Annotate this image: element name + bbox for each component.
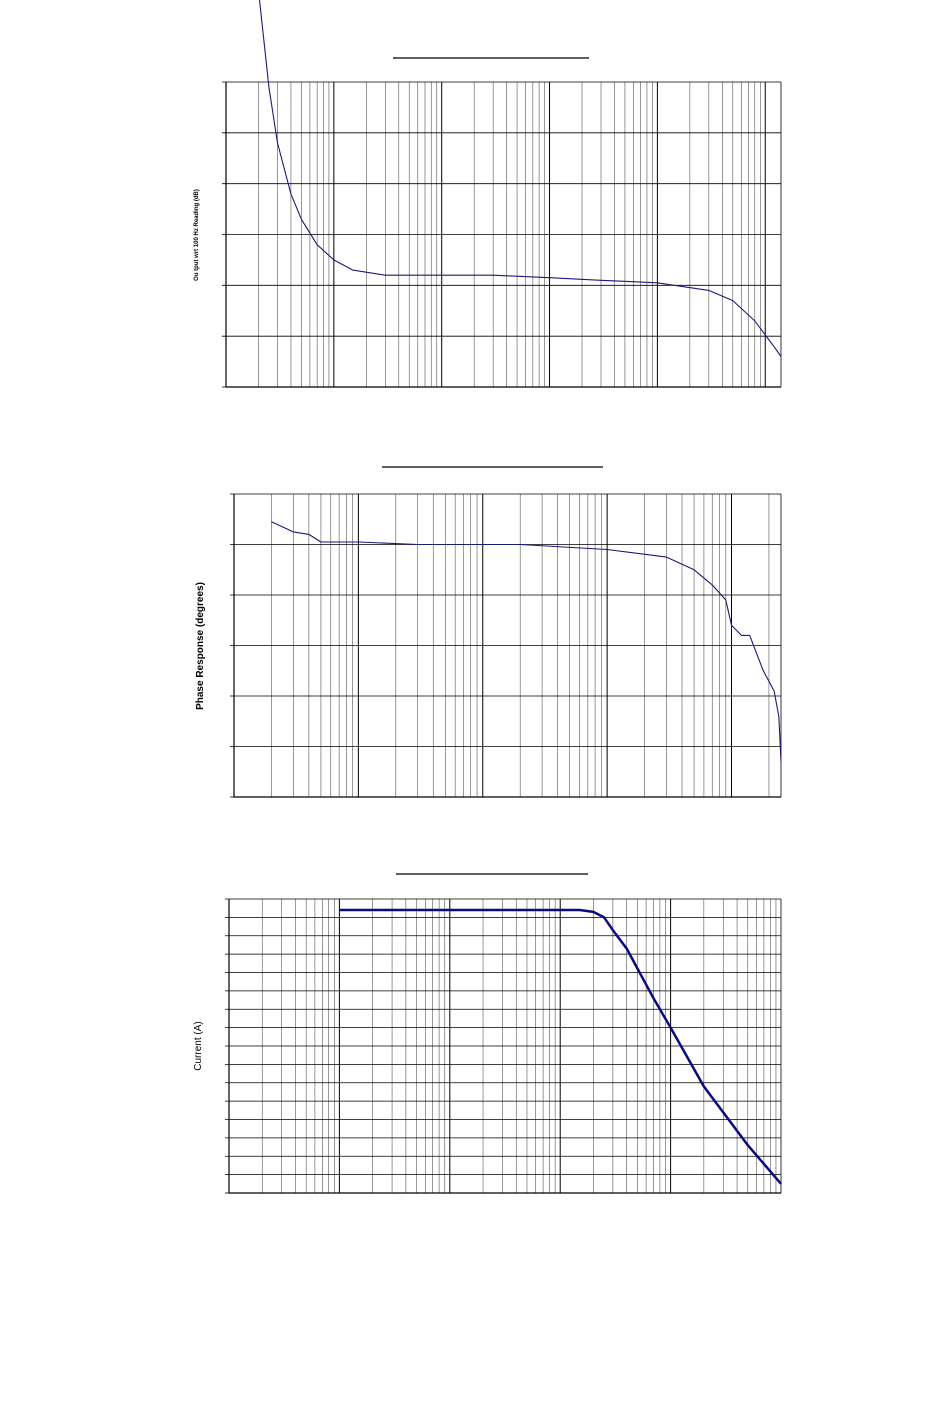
chart-2-y-axis-label: Phase Response (degrees) — [195, 582, 206, 710]
chart-1-series-line — [259, 0, 782, 357]
chart-3-y-axis-label: Current (A) — [193, 1021, 204, 1071]
chart-1-y-axis-label: Ou tput wrt 100 Hz Reading (dB) — [194, 189, 200, 281]
chart-2-series-line — [271, 522, 781, 762]
